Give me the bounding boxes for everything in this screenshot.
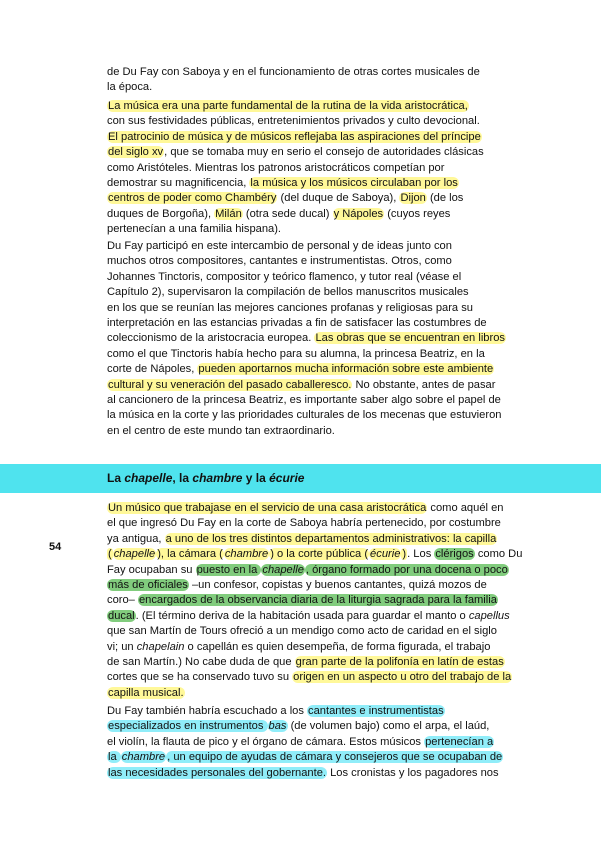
highlight-green: más de oficiales bbox=[108, 579, 188, 592]
text-line bbox=[107, 331, 523, 346]
text-run: coleccionismo de la aristocracia europea. bbox=[107, 332, 315, 345]
highlight-yellow: chapelle bbox=[113, 548, 156, 561]
text-line bbox=[107, 114, 523, 129]
text-line bbox=[107, 640, 523, 655]
text-line bbox=[107, 378, 523, 393]
text-run: (de los bbox=[426, 192, 464, 205]
highlight-yellow: Las obras que se encuentran en libros bbox=[315, 332, 505, 345]
text-run: con sus festividades públicas, entretenimientos privados y culto devocional. bbox=[107, 115, 480, 128]
highlight-yellow: chambre bbox=[224, 548, 269, 561]
text-line bbox=[107, 766, 523, 781]
highlight-green: ducal bbox=[108, 609, 135, 622]
text-run: de san Martín.) No cabe duda de que bbox=[107, 656, 295, 669]
text-line bbox=[107, 670, 523, 685]
text-run: Du Fay también habría escuchado a los bbox=[107, 705, 308, 717]
text-line bbox=[107, 547, 523, 562]
text-line bbox=[107, 130, 523, 145]
text-run: Du Fay participó en este intercambio de personal y de ideas junto con bbox=[107, 240, 452, 252]
highlight-yellow: la música y los músicos circulaban por los bbox=[250, 177, 458, 190]
text-line bbox=[107, 285, 523, 300]
highlight-yellow: gran parte de la polifonía en latín de estas bbox=[295, 656, 504, 669]
text-run: chambre bbox=[192, 471, 243, 485]
highlight-yellow: origen en un aspecto u otro del trabajo de la bbox=[293, 671, 512, 684]
text-run: como el que Tinctoris había hecho para su alumna, la princesa Beatriz, en la bbox=[107, 347, 485, 360]
text-line bbox=[107, 222, 523, 237]
highlight-yellow: Dijon bbox=[400, 192, 426, 205]
paragraph-court-departments bbox=[107, 501, 523, 701]
text-line bbox=[107, 624, 523, 639]
text-run: demostrar su magnificencia, bbox=[107, 177, 250, 190]
text-run: al cancionero de la princesa Beatriz, es importante saber algo sobre el papel de bbox=[107, 394, 501, 407]
text-run: la época. bbox=[107, 81, 153, 94]
text-run: o capellán es quien desempeña, de forma figurada, el trabajo bbox=[184, 640, 491, 653]
highlight-yellow: ), la cámara ( bbox=[157, 548, 223, 561]
text-line bbox=[107, 593, 523, 608]
text-line bbox=[107, 532, 523, 547]
text-line bbox=[107, 161, 523, 176]
text-run: Johannes Tinctoris, compositor y teórico flamenco, y tutor real (véase el bbox=[107, 270, 462, 283]
highlight-yellow: a uno de los tres distintos departamentos administrativos: la capilla bbox=[165, 532, 497, 545]
highlight-cyan: , un equipo de ayudas de cámara y consejeros que se ocupaban de bbox=[167, 751, 503, 764]
text-line bbox=[107, 578, 523, 593]
text-line bbox=[107, 145, 523, 160]
text-run: , la bbox=[172, 471, 193, 485]
text-run: chapelain bbox=[136, 640, 185, 653]
text-line bbox=[107, 408, 523, 423]
text-run: (del duque de Saboya), bbox=[277, 192, 400, 205]
text-line bbox=[107, 704, 523, 719]
text-run: . (El término deriva de la habitación usada para guardar el manto o bbox=[135, 609, 469, 622]
highlight-cyan: pertenecían a bbox=[425, 735, 494, 748]
highlight-yellow: Milán bbox=[215, 207, 242, 220]
text-run: en los que se reunían las mejores canciones profanas y religiosas para su bbox=[107, 301, 473, 314]
highlight-cyan: la bbox=[108, 751, 120, 764]
text-run: como aquél en bbox=[427, 502, 504, 514]
text-run: . Los bbox=[407, 548, 435, 561]
highlight-yellow: centros de poder como Chambéry bbox=[108, 192, 277, 205]
highlight-cyan: especializados en instrumentos bbox=[108, 720, 267, 733]
text-line bbox=[107, 609, 523, 624]
text-line bbox=[107, 301, 523, 316]
text-run: No obstante, antes de pasar bbox=[352, 378, 496, 391]
text-line bbox=[107, 750, 523, 765]
text-line bbox=[107, 80, 523, 95]
highlight-green: clérigos bbox=[435, 548, 474, 561]
highlight-yellow: ( bbox=[108, 548, 112, 561]
text-run: el violín, la flauta de pico y el órgano de cámara. Estos músicos bbox=[107, 735, 425, 748]
text-line bbox=[107, 191, 523, 206]
text-line bbox=[107, 207, 523, 222]
highlight-yellow: ) bbox=[402, 548, 407, 561]
text-run: en el centro de este mundo tan extraordinario. bbox=[107, 424, 335, 437]
highlight-yellow: cultural y su veneración del pasado caballeresco. bbox=[108, 378, 352, 391]
text-run: (de volumen bajo) como el arpa, el laúd, bbox=[287, 720, 490, 733]
text-line bbox=[107, 686, 523, 701]
paragraph-intro-continuation bbox=[107, 65, 523, 96]
text-run: como Aristóteles. Mientras los patronos aristocráticos competían por bbox=[107, 161, 445, 174]
text-run: corte de Nápoles, bbox=[107, 363, 198, 376]
text-line bbox=[107, 347, 523, 362]
highlight-green: , órgano formado por una docena o poco bbox=[305, 563, 508, 576]
text-run: La bbox=[107, 471, 125, 485]
text-line bbox=[107, 254, 523, 269]
text-line bbox=[107, 735, 523, 750]
text-run: ya antigua, bbox=[107, 532, 165, 545]
highlight-green: encargados de la observancia diaria de la liturgia sagrada para la familia bbox=[138, 594, 497, 607]
text-line bbox=[107, 501, 523, 516]
text-run: –un confesor, copistas y buenos cantantes, quizá mozos de bbox=[188, 579, 487, 592]
text-run: , que se tomaba muy en serio el consejo de autoridades clásicas bbox=[164, 146, 484, 159]
text-run: duques de Borgoña), bbox=[107, 207, 215, 220]
text-line bbox=[107, 65, 523, 80]
text-run: (otra sede ducal) bbox=[242, 207, 333, 220]
text-run: cortes que se ha conservado tuvo su bbox=[107, 671, 293, 684]
text-run: la música en la corte y las prioridades culturales de los mecenas que estuvieron bbox=[107, 409, 502, 422]
highlight-yellow: La música era una parte fundamental de la rutina de la vida aristocrática, bbox=[108, 100, 468, 112]
text-run: vi; un bbox=[107, 640, 137, 653]
text-run: (cuyos reyes bbox=[384, 207, 451, 220]
text-run: capellus bbox=[468, 609, 510, 622]
highlight-yellow: capilla musical. bbox=[108, 686, 184, 699]
text-line bbox=[107, 270, 523, 285]
text-line bbox=[107, 424, 523, 439]
highlight-cyan: bas bbox=[268, 720, 287, 733]
highlight-cyan: las necesidades personales del gobernante. bbox=[108, 766, 327, 779]
text-run: Los cronistas y los pagadores nos bbox=[327, 766, 499, 779]
text-run: pertenecían a una familia hispana). bbox=[107, 223, 282, 236]
highlight-cyan: cantantes e instrumentistas bbox=[308, 705, 444, 717]
text-line bbox=[107, 393, 523, 408]
highlight-yellow: y Nápoles bbox=[333, 207, 384, 220]
text-run: muchos otros compositores, cantantes e instrumentistas. Otros, como bbox=[107, 255, 452, 268]
text-run: coro– bbox=[107, 594, 138, 607]
highlight-green: puesto en la bbox=[196, 563, 261, 576]
text-run: que san Martín de Tours ofreció a un mendigo como acto de caridad en el siglo bbox=[107, 625, 497, 638]
text-line bbox=[107, 99, 523, 114]
highlight-yellow: Un músico que trabajase en el servicio de una casa aristocrática bbox=[108, 502, 427, 514]
paragraph-music-aristocratic-routine bbox=[107, 99, 523, 238]
highlight-yellow: écurie bbox=[370, 548, 401, 561]
text-line bbox=[107, 176, 523, 191]
text-run: como Du bbox=[474, 548, 523, 561]
text-run: de Du Fay con Saboya y en el funcionamiento de otras cortes musicales de bbox=[107, 66, 480, 78]
text-run: écurie bbox=[269, 471, 305, 485]
text-line bbox=[107, 516, 523, 531]
text-run: interpretación en las estancias privadas a fin de satisfacer las costumbres de bbox=[107, 317, 487, 330]
paragraph-du-fay-exchange bbox=[107, 239, 523, 439]
text-run: Capítulo 2), supervisaron la compilación de bellos manuscritos musicales bbox=[107, 286, 469, 299]
text-line bbox=[107, 719, 523, 734]
highlight-yellow: ) o la corte pública ( bbox=[270, 548, 369, 561]
text-run: chapelle bbox=[124, 471, 173, 485]
highlight-yellow: del siglo xv bbox=[108, 146, 164, 159]
paragraph-chambre-musicians bbox=[107, 704, 523, 781]
highlight-green: chapelle bbox=[262, 563, 304, 576]
page-number: 54 bbox=[49, 541, 62, 553]
text-run: el que ingresó Du Fay en la corte de Saboya habría pertenecido, por costumbre bbox=[107, 517, 501, 530]
highlight-yellow: El patrocinio de música y de músicos reflejaba las aspiraciones del príncipe bbox=[108, 130, 481, 143]
text-line bbox=[107, 316, 523, 331]
text-line bbox=[107, 655, 523, 670]
text-run: Fay ocupaban su bbox=[107, 563, 196, 576]
text-line bbox=[107, 239, 523, 254]
text-line bbox=[107, 362, 523, 377]
highlight-cyan: chambre bbox=[121, 751, 166, 764]
section-title bbox=[107, 471, 304, 486]
text-line bbox=[107, 563, 523, 578]
text-run: y la bbox=[242, 471, 270, 485]
highlight-yellow: pueden aportarnos mucha información sobre este ambiente bbox=[198, 363, 494, 376]
